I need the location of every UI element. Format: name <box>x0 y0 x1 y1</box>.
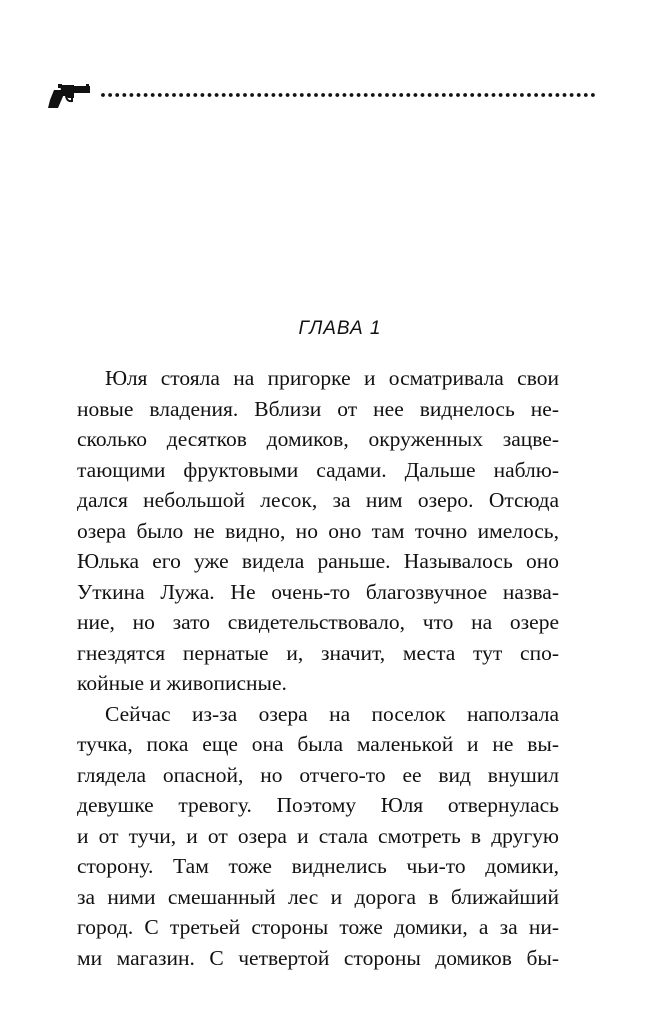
text-line: дался небольшой лесок, за ним озеро. Отсюда <box>77 488 559 512</box>
text-line: койные и живописные. <box>77 671 287 695</box>
text-line: гнездятся пернатые и, значит, места тут спо- <box>77 640 559 665</box>
dotted-separator <box>100 92 600 98</box>
text-line: девушке тревогу. Поэтому Юля отвернулась <box>77 793 559 817</box>
revolver-icon <box>48 82 92 110</box>
text-line: тающими фруктовыми садами. Дальше наблю- <box>77 457 559 482</box>
text-line: Уткина Лужа. Не очень-то благозвучное назва- <box>77 579 559 604</box>
text-line: сколько десятков домиков, окруженных зацве- <box>77 427 559 451</box>
text-line: Юля стояла на пригорке и осматривала свои <box>105 366 559 390</box>
text-line: Сейчас из-за озера на поселок наползала <box>105 701 559 726</box>
chapter-title: ГЛАВА 1 <box>298 318 382 339</box>
text-line: сторону. Там тоже виднелись чьи-то домики, <box>77 854 559 878</box>
body-text <box>77 363 559 973</box>
text-line: ние, но зато свидетельствовало, что на озере <box>77 610 559 634</box>
text-line: новые владения. Вблизи от нее виднелось не- <box>77 396 559 421</box>
text-line: ми магазин. С четвертой стороны домиков бы- <box>77 945 559 970</box>
text-line: глядела опасной, но отчего-то ее вид внушил <box>77 762 559 787</box>
text-line: город. С третьей стороны тоже домики, а за ни- <box>77 915 559 939</box>
page-header <box>48 82 558 110</box>
text-line: и от тучи, и от озера и стала смотреть в другую <box>77 823 559 848</box>
dotted-separator-dots <box>101 93 595 97</box>
text-line: озера было не видно, но оно там точно имелось, <box>77 518 559 543</box>
text-line: тучка, пока еще она была маленькой и не вы- <box>77 732 559 756</box>
text-line: Юлька его уже видела раньше. Называлось оно <box>77 549 559 573</box>
text-line: за ними смешанный лес и дорога в ближайший <box>77 884 559 909</box>
